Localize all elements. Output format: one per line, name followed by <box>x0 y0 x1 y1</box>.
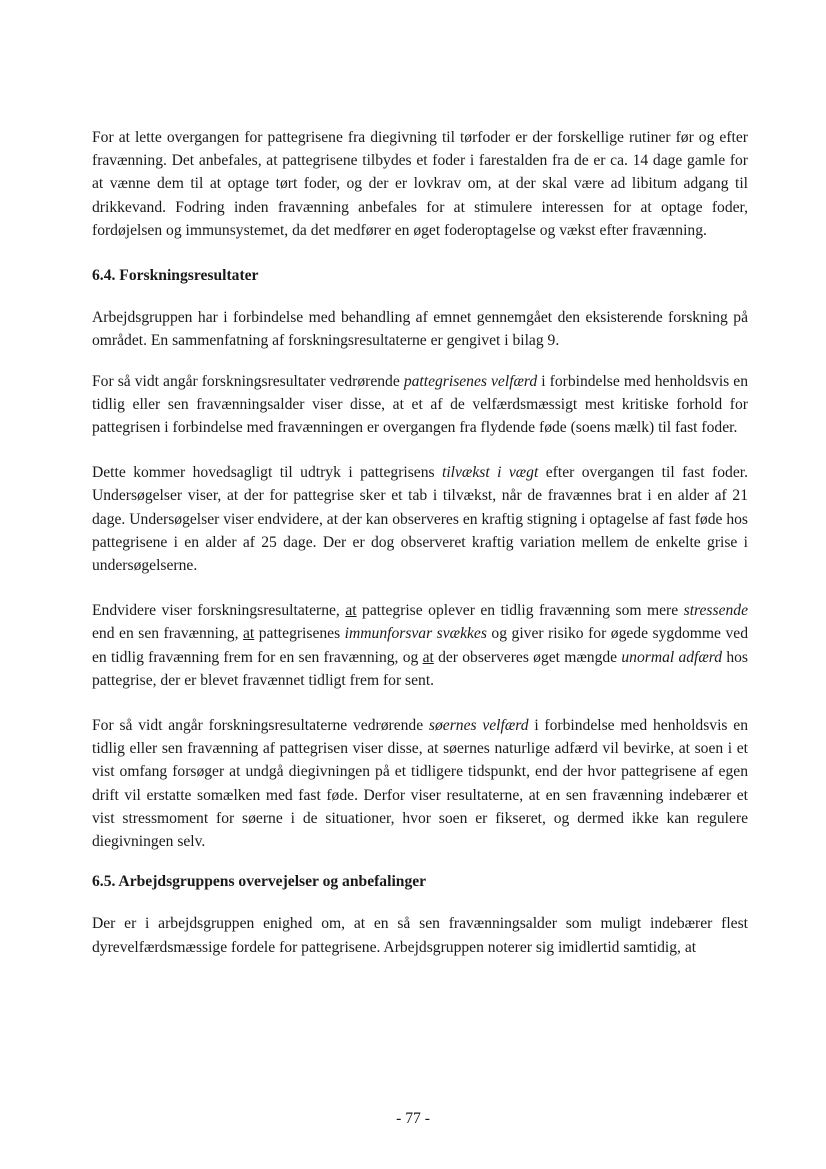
paragraph-weight-gain <box>92 461 748 577</box>
underlined-at: at <box>345 602 357 620</box>
text-run: pattegrisenes <box>254 625 345 643</box>
emphasis-sow-welfare: søernes velfærd <box>428 717 529 735</box>
text-run: end en sen fravænning, <box>92 625 243 643</box>
paragraph-sow-welfare <box>92 714 748 853</box>
paragraph-research-review: Arbejdsgruppen har i forbindelse med behandling af emnet gennemgået den eksisterende forskning på området. En sammenfatning af forskningsresultaterne er gengivet i bilag 9. <box>92 309 748 350</box>
text-run: Dette kommer hovedsagligt til udtryk i pattegrisens <box>92 464 443 482</box>
text-run: For så vidt angår forskningsresultaterne vedrørende <box>92 717 429 735</box>
emphasis-stressful: stressende <box>683 602 749 620</box>
emphasis-piglet-welfare: pattegrisenes velfærd <box>403 372 538 390</box>
paragraph-working-group-consensus: Der er i arbejdsgruppen enighed om, at en så sen fravænningsalder som muligt indebærer flest dyrevelfærdsmæssige fordele for pattegrisene. Arbejdsgruppen noterer sig imidlertid samtidig, at <box>92 915 748 956</box>
paragraph-piglet-welfare <box>92 370 748 440</box>
text-run: efter overgangen til fast foder. Undersøgelser viser, at der for pattegrise sker et tab i tilvækst, når de fravænnes brat i en alder af 21 dage. Undersøgelser viser endvidere, at der kan observeres en kraftig stigning i optagelse af fast føde hos pattegrisene i en alder af 25 dage. Der er dog observeret kraftig variation mellem de enkelte grise i undersøgelserne. <box>92 464 748 575</box>
emphasis-abnormal-behavior: unormal adfærd <box>621 648 723 666</box>
text-run: i forbindelse med henholdsvis en tidlig eller sen fravænningsalder viser disse, at et af de velfærdsmæssigt mest kritiske forhold for pattegrisen i forbindelse med fravænningen er overgangen fra flydende føde (soens mælk) til fast foder. <box>92 372 749 437</box>
emphasis-immune-weakened: immunforsvar svækkes <box>344 625 487 643</box>
text-run: Endvidere viser forskningsresultaterne, <box>92 602 346 620</box>
underlined-at: at <box>242 625 255 643</box>
text-run: i forbindelse med henholdsvis en tidlig eller sen fravænning af pattegrisen viser disse, at søernes naturlige adfærd vil bevirke, at soen i et vist omfang forsøger at undgå diegivningen på et tidligere tidspunkt, end der hvor pattegrisene af egen drift vil erstatte somælken med fast føde. Derfor viser resultaterne, at en sen fravænning indebærer et vist stressmoment for søerne i de situationer, hvor soen er fikseret, og dermed ikke kan regulere diegivningen selv. <box>92 717 748 851</box>
text-run: og giver risiko for øgede sygdomme ved en tidlig fravænning frem for en sen fravænning, og <box>92 625 748 666</box>
document-page <box>92 126 748 959</box>
text-run: hos pattegrise, der er blevet fravænnet tidligt frem for sent. <box>92 648 748 689</box>
section-heading-6-4: 6.4. Forskningsresultater <box>92 267 259 285</box>
text-run: der observeres øget mængde <box>433 648 622 666</box>
paragraph-feeding-transition: For at lette overgangen for pattegrisene fra diegivning til tørfoder er der forskellige rutiner før og efter fravænning. Det anbefales, at pattegrisene tilbydes et foder i farestalden fra de er ca. 14 dage gamle for at vænne dem til at optage tørt foder, og der er lovkrav om, at der skal være ad libitum adgang til drikkevand. Fodring inden fravænning anbefales for at stimulere interessen for at optage foder, fordøjelsen og immunsystemet, da det medfører en øget foderoptagelse og vækst efter fravænning. <box>92 129 748 239</box>
paragraph-stress-findings <box>92 599 748 692</box>
emphasis-weight-gain: tilvækst i vægt <box>442 464 539 482</box>
text-run: For så vidt angår forskningsresultater vedrørende <box>92 372 404 390</box>
section-heading-6-5: 6.5. Arbejdsgruppens overvejelser og anbefalinger <box>92 873 427 891</box>
page-number: - 77 - <box>396 1110 430 1127</box>
underlined-at: at <box>422 648 434 666</box>
text-run: pattegrise oplever en tidlig fravænning som mere <box>356 602 684 620</box>
